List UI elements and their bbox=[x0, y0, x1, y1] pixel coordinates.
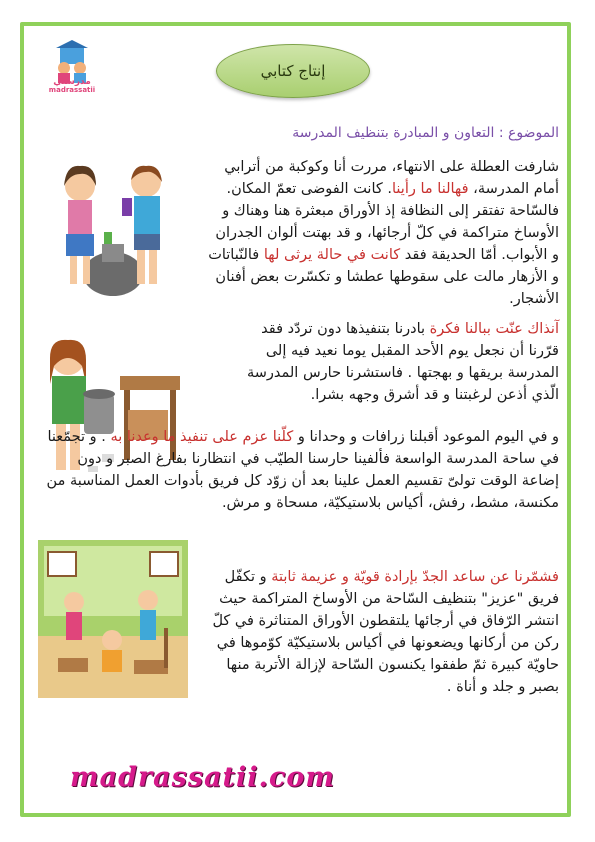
paragraph-3-text-2: . و تجمّعنا في ساحة المدرسة الواسعة فألفينا حارسنا الطيّب في انتظارنا بفارغ الصبر و دون إضاعة الوقت تولىّ تقسيم العمل علينا بعد أن زوّد كل فريق بأدوات العمل المناسبة من مكنسة، مشط، رفش، أكياس بلاستيكيّة، مسحاة و مرش. bbox=[46, 429, 559, 511]
kids-cleaning-illustration bbox=[38, 152, 188, 304]
paragraph-3 bbox=[39, 426, 559, 514]
page-title: إنتاج كتابي bbox=[216, 44, 370, 98]
paragraph-2-text: بادرنا بتنفيذها دون تردّد فقد قرّرنا أن نجعل يوم الأحد المقبل يوما نعيد فيه إلى المدرسة بريقها و بهجتها . فاستشرنا حارس المدرسة الّذي أذعن لرغبتنا و قد أشرق وجهه بشرا. bbox=[246, 321, 559, 403]
paragraph-1-text-2: . كانت الفوضى تعمّ المكان. فالسّاحة تفتقر إلى النظافة إذ الأوراق مبعثرة هنا وهناك و الأوساخ متراكمة في كلّ أرجائها، و قد بهتت ألوان الجدران و الأبواب. أمّا الحديقة فقد bbox=[215, 181, 559, 263]
paragraph-3-highlight: كلّنا عزم على تنفيذ ما وعدنا به bbox=[110, 429, 294, 445]
paragraph-2 bbox=[229, 318, 559, 406]
paragraph-1 bbox=[207, 156, 559, 310]
paragraph-4 bbox=[209, 566, 559, 698]
logo-label: madrassatii bbox=[48, 86, 96, 94]
paragraph-1-highlight-2: كانت في حالة يرثى لها bbox=[263, 247, 401, 263]
paragraph-1-highlight-1: فهالنا ما رأينا bbox=[392, 181, 469, 197]
paragraph-4-highlight: فشمّرنا عن ساعد الجدّ بإرادة قويّة و عزيمة ثابتة bbox=[271, 569, 559, 585]
paragraph-4-text: و تكفّل فريق "عزيز" بتنظيف السّاحة من الأوساخ المتراكمة حيث انتشر الرّفاق في أرجائها يلتقطون الأوراق المتناثرة في كلّ ركن من أركانها ويضعونها في أكياس بلاستيكيّة كوّموها في حاويّة كبيرة ثمّ طفقوا يكنسون السّاحة لإزالة الأتربة منها بصبر و جلد و أناة . bbox=[212, 569, 559, 695]
paragraph-2-highlight: آنذاك عنّت ببالنا فكرة bbox=[429, 321, 559, 337]
classroom-cleaning-illustration bbox=[38, 540, 188, 698]
paragraph-1-text-3: فالنّباتات و الأزهار مالت على سقوطها عطشا و تكسّرت بعض أفنان الأشجار. bbox=[208, 247, 559, 307]
topic-line: الموضوع : التعاون و المبادرة بتنظيف المدرسة bbox=[292, 125, 559, 141]
svg-text:مدرستي: مدرستي bbox=[53, 77, 91, 87]
paragraph-1-text: شارفت العطلة على الانتهاء، مررت أنا وكوكبة من أترابي أمام المدرسة، bbox=[224, 159, 559, 197]
site-watermark: madrassatii.com bbox=[70, 762, 335, 793]
paragraph-3-text: و في اليوم الموعود أقبلنا زرافات و وحدانا و bbox=[293, 429, 559, 445]
